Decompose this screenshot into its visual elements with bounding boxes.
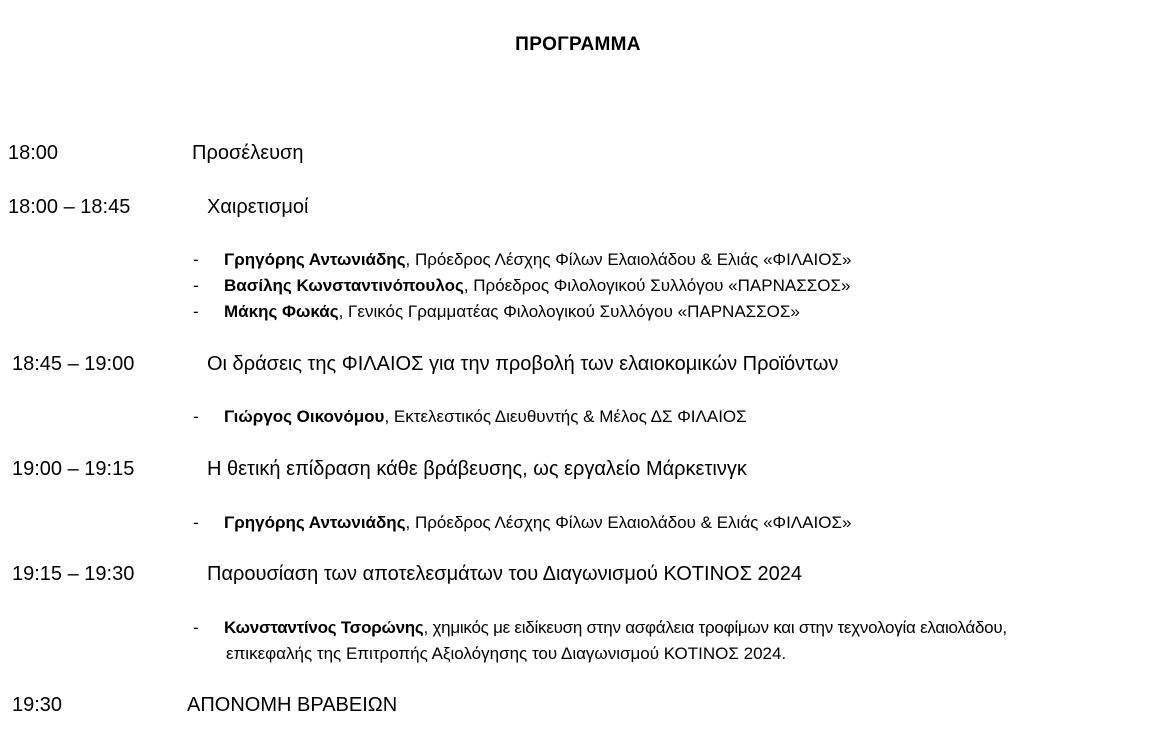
speaker-role: , Πρόεδρος Λέσχης Φίλων Ελαιολάδου & Ελιάς «ΦΙΛΑΙΟΣ» xyxy=(405,250,852,269)
list-bullet: - xyxy=(193,618,199,637)
speaker-role: , χημικός με ειδίκευση στην ασφάλεια τροφίμων και στην τεχνολογία ελαιολάδου, xyxy=(423,618,1007,637)
speaker-line xyxy=(224,302,800,322)
speaker-name: Μάκης Φωκάς xyxy=(224,302,339,321)
speaker-name: Κωνσταντίνος Τσορώνης xyxy=(224,618,424,637)
page-title: ΠΡΟΓΡΑΜΜΑ xyxy=(515,34,641,55)
schedule-item-title: Παρουσίαση των αποτελεσμάτων του Διαγωνισμού ΚΟΤΙΝΟΣ 2024 xyxy=(207,563,802,585)
speaker-role: , Γενικός Γραμματέας Φιλολογικού Συλλόγου «ΠΑΡΝΑΣΣΟΣ» xyxy=(338,302,800,321)
schedule-time: 18:45 – 19:00 xyxy=(12,353,135,375)
list-bullet: - xyxy=(193,513,199,532)
speaker-line xyxy=(224,618,1007,638)
speaker-line xyxy=(224,250,851,270)
schedule-item-title: Η θετική επίδραση κάθε βράβευσης, ως εργαλείο Μάρκετινγκ xyxy=(207,458,747,480)
speaker-role: , Πρόεδρος Φιλολογικού Συλλόγου «ΠΑΡΝΑΣΣΟΣ» xyxy=(463,276,851,295)
schedule-item-title: Οι δράσεις της ΦΙΛΑΙΟΣ για την προβολή των ελαιοκομικών Προϊόντων xyxy=(207,353,839,375)
speaker-role-continuation: επικεφαλής της Επιτροπής Αξιολόγησης του Διαγωνισμού ΚΟΤΙΝΟΣ 2024. xyxy=(226,644,787,663)
list-bullet: - xyxy=(193,302,199,321)
schedule-time: 19:00 – 19:15 xyxy=(12,458,135,480)
speaker-line xyxy=(224,276,850,296)
list-bullet: - xyxy=(193,250,199,269)
list-bullet: - xyxy=(193,276,199,295)
schedule-time: 19:15 – 19:30 xyxy=(12,563,135,585)
speaker-name: Βασίλης Κωνσταντινόπουλος xyxy=(224,276,464,295)
schedule-item-title: ΑΠΟΝΟΜΗ ΒΡΑΒΕΙΩΝ xyxy=(187,694,398,716)
speaker-role: , Εκτελεστικός Διευθυντής & Μέλος ΔΣ ΦΙΛΑΙΟΣ xyxy=(384,407,747,426)
schedule-time: 19:30 xyxy=(12,694,63,716)
speaker-role: , Πρόεδρος Λέσχης Φίλων Ελαιολάδου & Ελιάς «ΦΙΛΑΙΟΣ» xyxy=(405,513,852,532)
schedule-item-title: Προσέλευση xyxy=(192,142,304,164)
speaker-name: Γιώργος Οικονόμου xyxy=(224,407,385,426)
schedule-time: 18:00 xyxy=(8,142,59,164)
schedule-time: 18:00 – 18:45 xyxy=(8,196,131,218)
speaker-line xyxy=(224,513,851,533)
speaker-name: Γρηγόρης Αντωνιάδης xyxy=(224,513,406,532)
list-bullet: - xyxy=(193,407,199,426)
speaker-name: Γρηγόρης Αντωνιάδης xyxy=(224,250,406,269)
schedule-item-title: Χαιρετισμοί xyxy=(207,196,309,218)
speaker-line xyxy=(224,407,747,427)
